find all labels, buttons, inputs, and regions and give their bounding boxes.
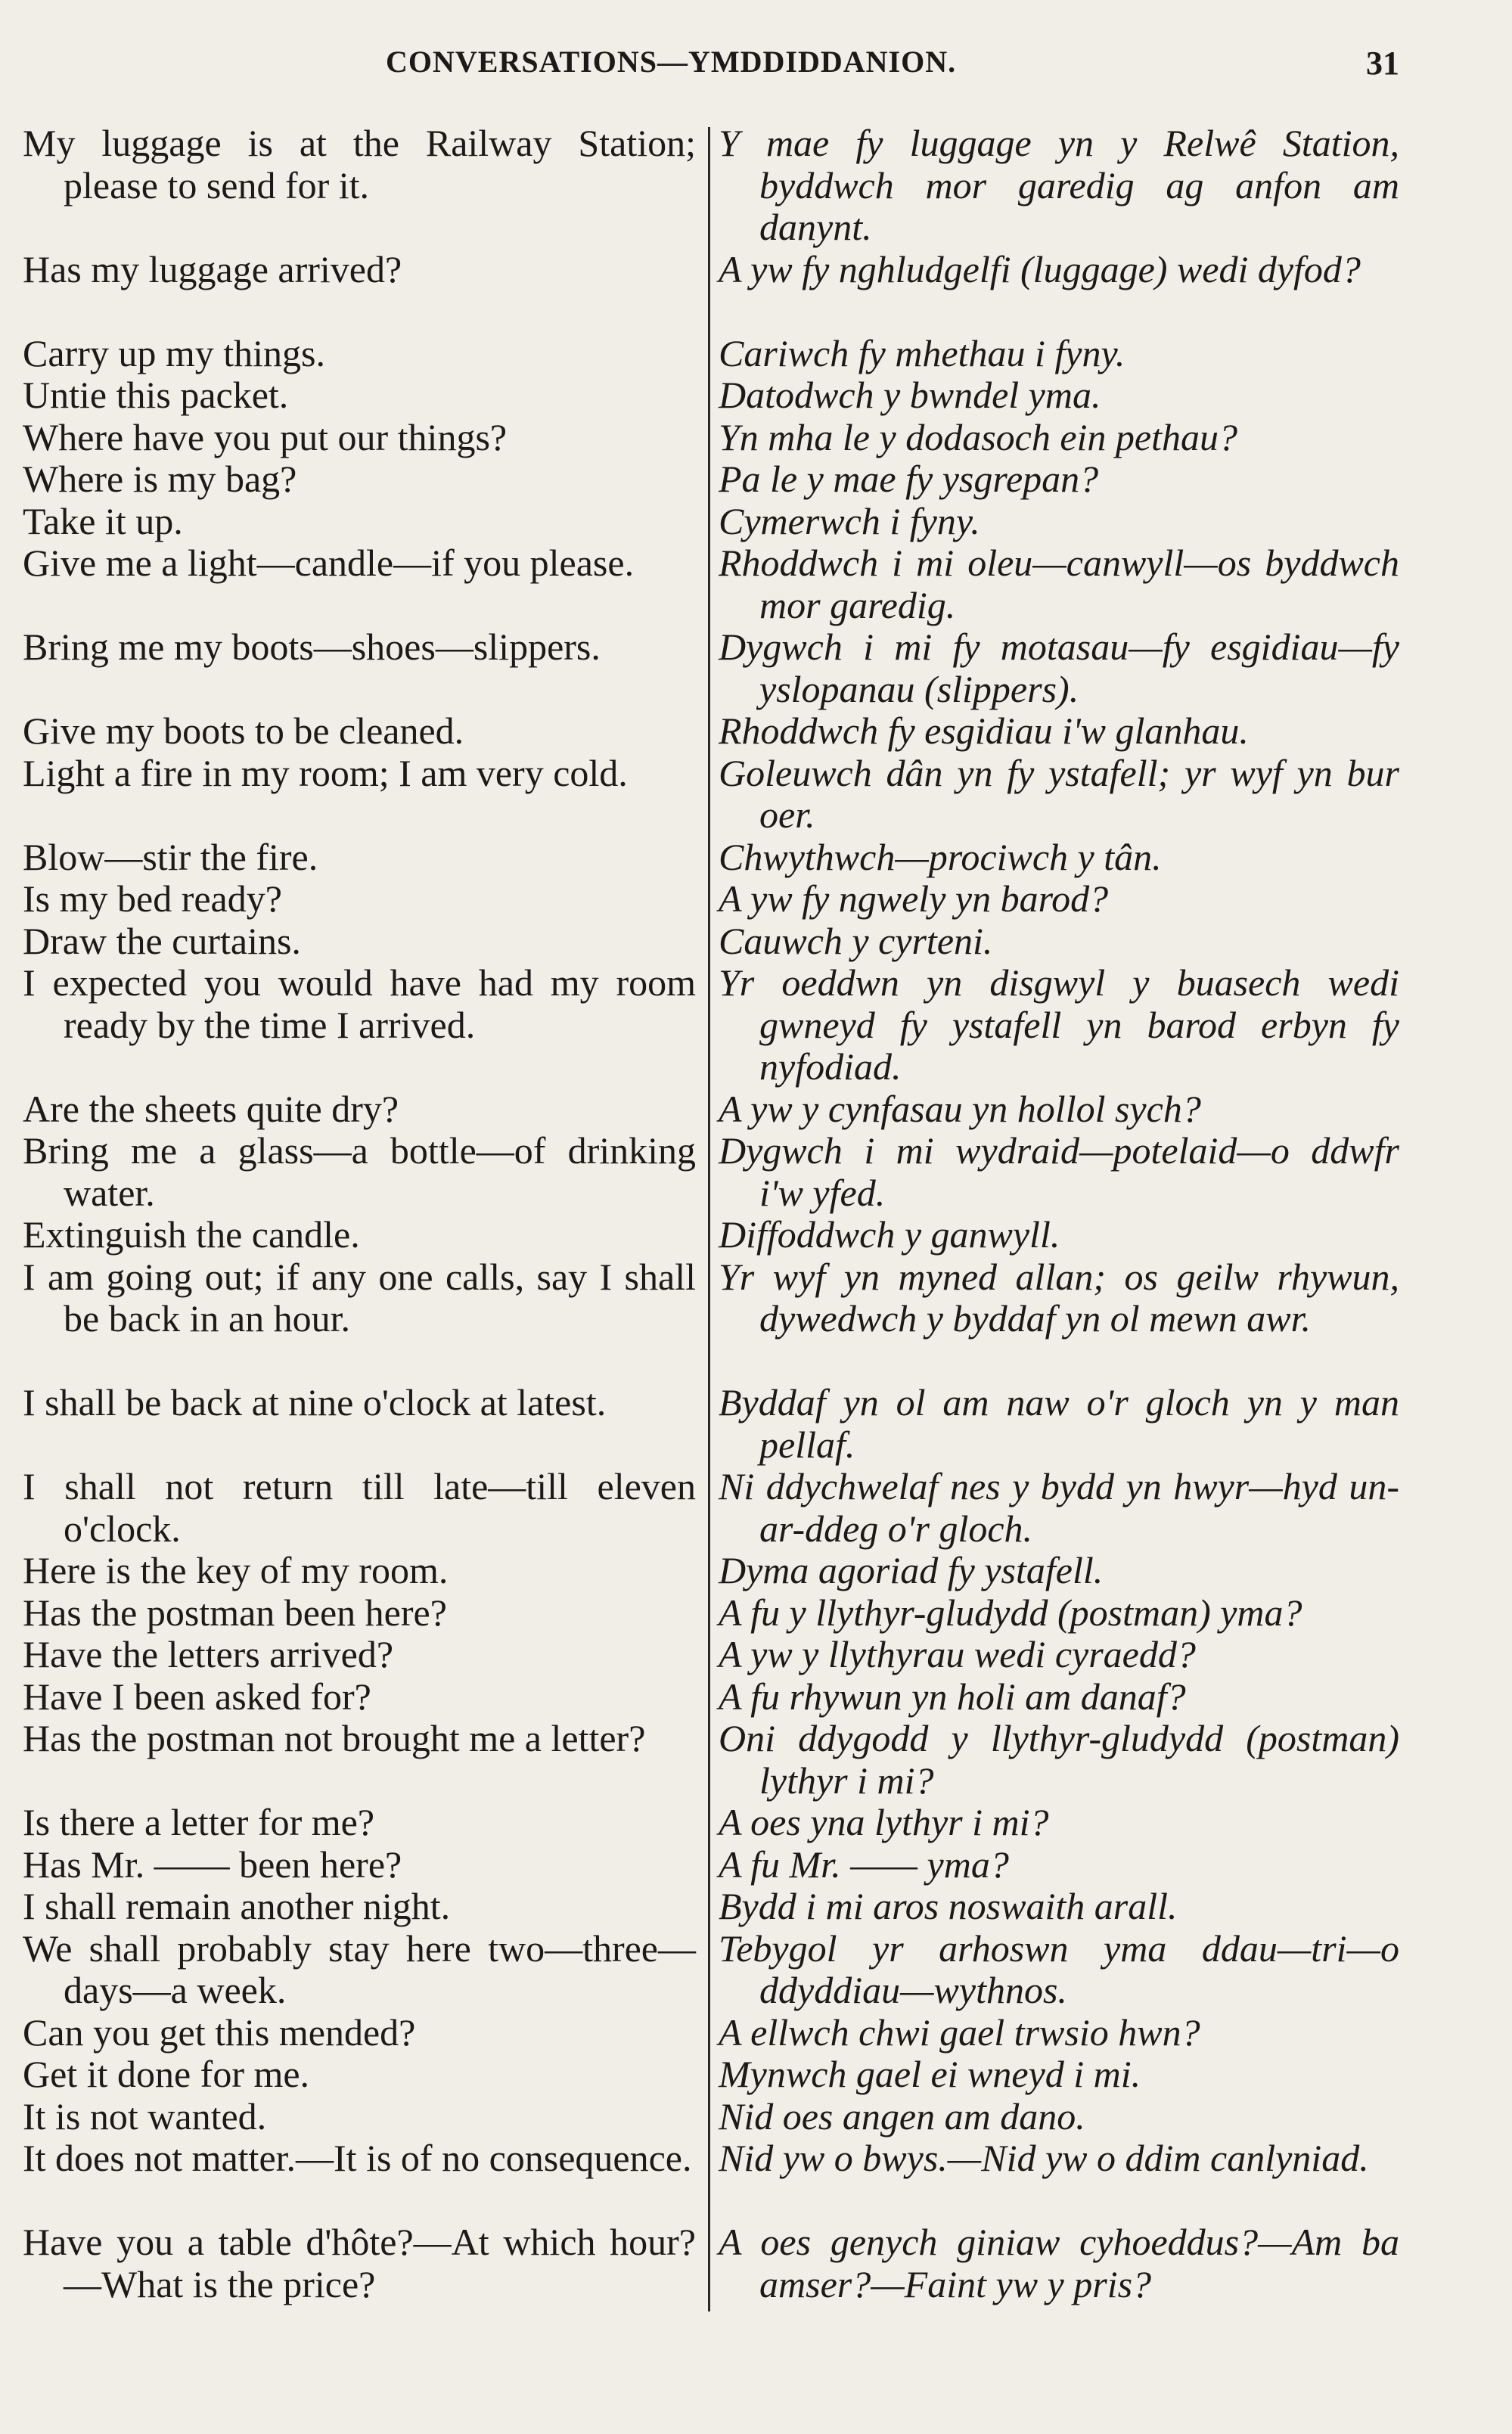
english-phrase: Blow—stir the fire.	[23, 835, 318, 878]
welsh-phrase: Cymerwch i fyny.	[719, 499, 980, 542]
english-phrase: Has the postman not brought me a letter?	[23, 1717, 646, 1759]
english-phrase: It does not matter.—It is of no consequence.	[23, 2137, 692, 2179]
english-phrase: Where is my bag?	[23, 458, 297, 500]
english-phrase: I expected you would have had my room ready by the time I arrived.	[23, 961, 696, 1046]
welsh-phrase: Yn mha le y dodasoch ein pethau?	[719, 415, 1238, 458]
english-phrase: Draw the curtains.	[23, 919, 301, 962]
welsh-phrase: Dygwch i mi wydraid—potelaid—o ddwfr i'w yfed.	[719, 1129, 1399, 1214]
english-phrase: I shall be back at nine o'clock at latest.	[23, 1381, 607, 1423]
welsh-phrase: Yr wyf yn myned allan; os geilw rhywun, dywedwch y byddaf yn ol mewn awr.	[719, 1255, 1399, 1340]
welsh-phrase: A oes yna lythyr i mi?	[719, 1801, 1049, 1843]
welsh-phrase: A yw y llythyrau wedi cyraedd?	[719, 1633, 1196, 1675]
english-phrase: Has Mr. —— been here?	[23, 1843, 402, 1886]
welsh-phrase: Datodwch y bwndel yma.	[719, 374, 1101, 416]
english-phrase: Has my luggage arrived?	[23, 247, 402, 290]
english-phrase: Give me a light—candle—if you please.	[23, 542, 635, 584]
welsh-phrase: Byddaf yn ol am naw o'r gloch yn y man pellaf.	[719, 1381, 1399, 1466]
welsh-phrase: Pa le y mae fy ysgrepan?	[719, 458, 1099, 500]
english-phrase: Bring me a glass—a bottle—of drinking water.	[23, 1129, 696, 1214]
column-divider	[708, 127, 710, 2311]
english-phrase: Get it done for me.	[23, 2053, 310, 2095]
english-phrase: Light a fire in my room; I am very cold.	[23, 751, 628, 794]
english-phrase: Carry up my things.	[23, 331, 325, 374]
welsh-phrase: A oes genych giniaw cyhoeddus?—Am ba amser?—Faint yw y pris?	[719, 2221, 1399, 2305]
english-phrase: Take it up.	[23, 499, 183, 542]
welsh-phrase: A fu rhywun yn holi am danaf?	[719, 1675, 1186, 1718]
english-phrase: Give my boots to be cleaned.	[23, 709, 464, 752]
welsh-phrase: Nid yw o bwys.—Nid yw o ddim canlyniad.	[719, 2137, 1369, 2179]
english-phrase: Can you get this mended?	[23, 2010, 416, 2054]
welsh-phrase: Dygwch i mi fy motasau—fy esgidiau—fy yslopanau (slippers).	[719, 626, 1399, 710]
welsh-phrase: Cauwch y cyrteni.	[719, 919, 993, 962]
welsh-phrase: Rhoddwch fy esgidiau i'w glanhau.	[719, 709, 1249, 752]
english-phrase: Untie this packet.	[23, 374, 289, 416]
welsh-phrase: Tebygol yr arhoswn yma ddau—tri—o ddyddiau—wythnos.	[719, 1926, 1399, 2011]
english-phrase: It is not wanted.	[23, 2094, 267, 2138]
running-head: CONVERSATIONS—YMDDIDDANION.	[386, 45, 957, 79]
page-number: 31	[1366, 45, 1399, 82]
welsh-phrase: A fu y llythyr-gludydd (postman) yma?	[719, 1591, 1302, 1634]
welsh-phrase: A ellwch chwi gael trwsio hwn?	[719, 2010, 1200, 2054]
welsh-phrase: Mynwch gael ei wneyd i mi.	[719, 2053, 1141, 2095]
english-phrase: Is there a letter for me?	[23, 1801, 375, 1843]
welsh-phrase: Rhoddwch i mi oleu—canwyll—os byddwch mor garedig.	[719, 542, 1399, 626]
welsh-phrase: Goleuwch dân yn fy ystafell; yr wyf yn bur oer.	[719, 751, 1399, 836]
english-phrase: Is my bed ready?	[23, 877, 282, 920]
welsh-phrase: Dyma agoriad fy ystafell.	[719, 1549, 1104, 1591]
english-phrase: Has the postman been here?	[23, 1591, 447, 1634]
welsh-phrase: A yw fy nghludgelfi (luggage) wedi dyfod?	[719, 247, 1361, 290]
page-header	[378, 44, 1399, 89]
welsh-phrase: Y mae fy luggage yn y Relwê Station, byddwch mor garedig ag anfon am danynt.	[719, 122, 1399, 248]
welsh-phrase: Chwythwch—prociwch y tân.	[719, 835, 1162, 878]
welsh-phrase: Oni ddygodd y llythyr-gludydd (postman) lythyr i mi?	[719, 1717, 1399, 1802]
english-phrase: Bring me my boots—shoes—slippers.	[23, 626, 601, 668]
welsh-phrase: Bydd i mi aros noswaith arall.	[719, 1885, 1178, 1927]
welsh-phrase: A fu Mr. —— yma?	[719, 1843, 1009, 1886]
english-phrase: My luggage is at the Railway Station; please to send for it.	[23, 122, 696, 206]
welsh-phrase: A yw fy ngwely yn barod?	[719, 877, 1109, 920]
english-phrase: I shall remain another night.	[23, 1885, 451, 1927]
english-phrase: I shall not return till late—till eleven o'clock.	[23, 1465, 696, 1550]
english-phrase: Are the sheets quite dry?	[23, 1087, 399, 1130]
welsh-phrase: Cariwch fy mhethau i fyny.	[719, 331, 1125, 374]
welsh-phrase: Nid oes angen am dano.	[719, 2094, 1085, 2138]
welsh-phrase: Diffoddwch y ganwyll.	[719, 1213, 1060, 1256]
welsh-phrase: Ni ddychwelaf nes y bydd yn hwyr—hyd un-ar-ddeg o'r gloch.	[719, 1465, 1399, 1550]
english-phrase: I am going out; if any one calls, say I shall be back in an hour.	[23, 1255, 696, 1340]
english-phrase: Have the letters arrived?	[23, 1633, 394, 1675]
english-phrase: Have I been asked for?	[23, 1675, 371, 1718]
english-phrase: Extinguish the candle.	[23, 1213, 360, 1256]
english-phrase: We shall probably stay here two—three—days—a week.	[23, 1926, 696, 2011]
welsh-phrase: Yr oeddwn yn disgwyl y buasech wedi gwneyd fy ystafell yn barod erbyn fy nyfodiad.	[719, 961, 1399, 1088]
welsh-phrase: A yw y cynfasau yn hollol sych?	[719, 1087, 1201, 1130]
english-phrase: Where have you put our things?	[23, 415, 508, 458]
english-phrase: Have you a table d'hôte?—At which hour?—What is the price?	[23, 2221, 696, 2305]
english-phrase: Here is the key of my room.	[23, 1549, 449, 1591]
